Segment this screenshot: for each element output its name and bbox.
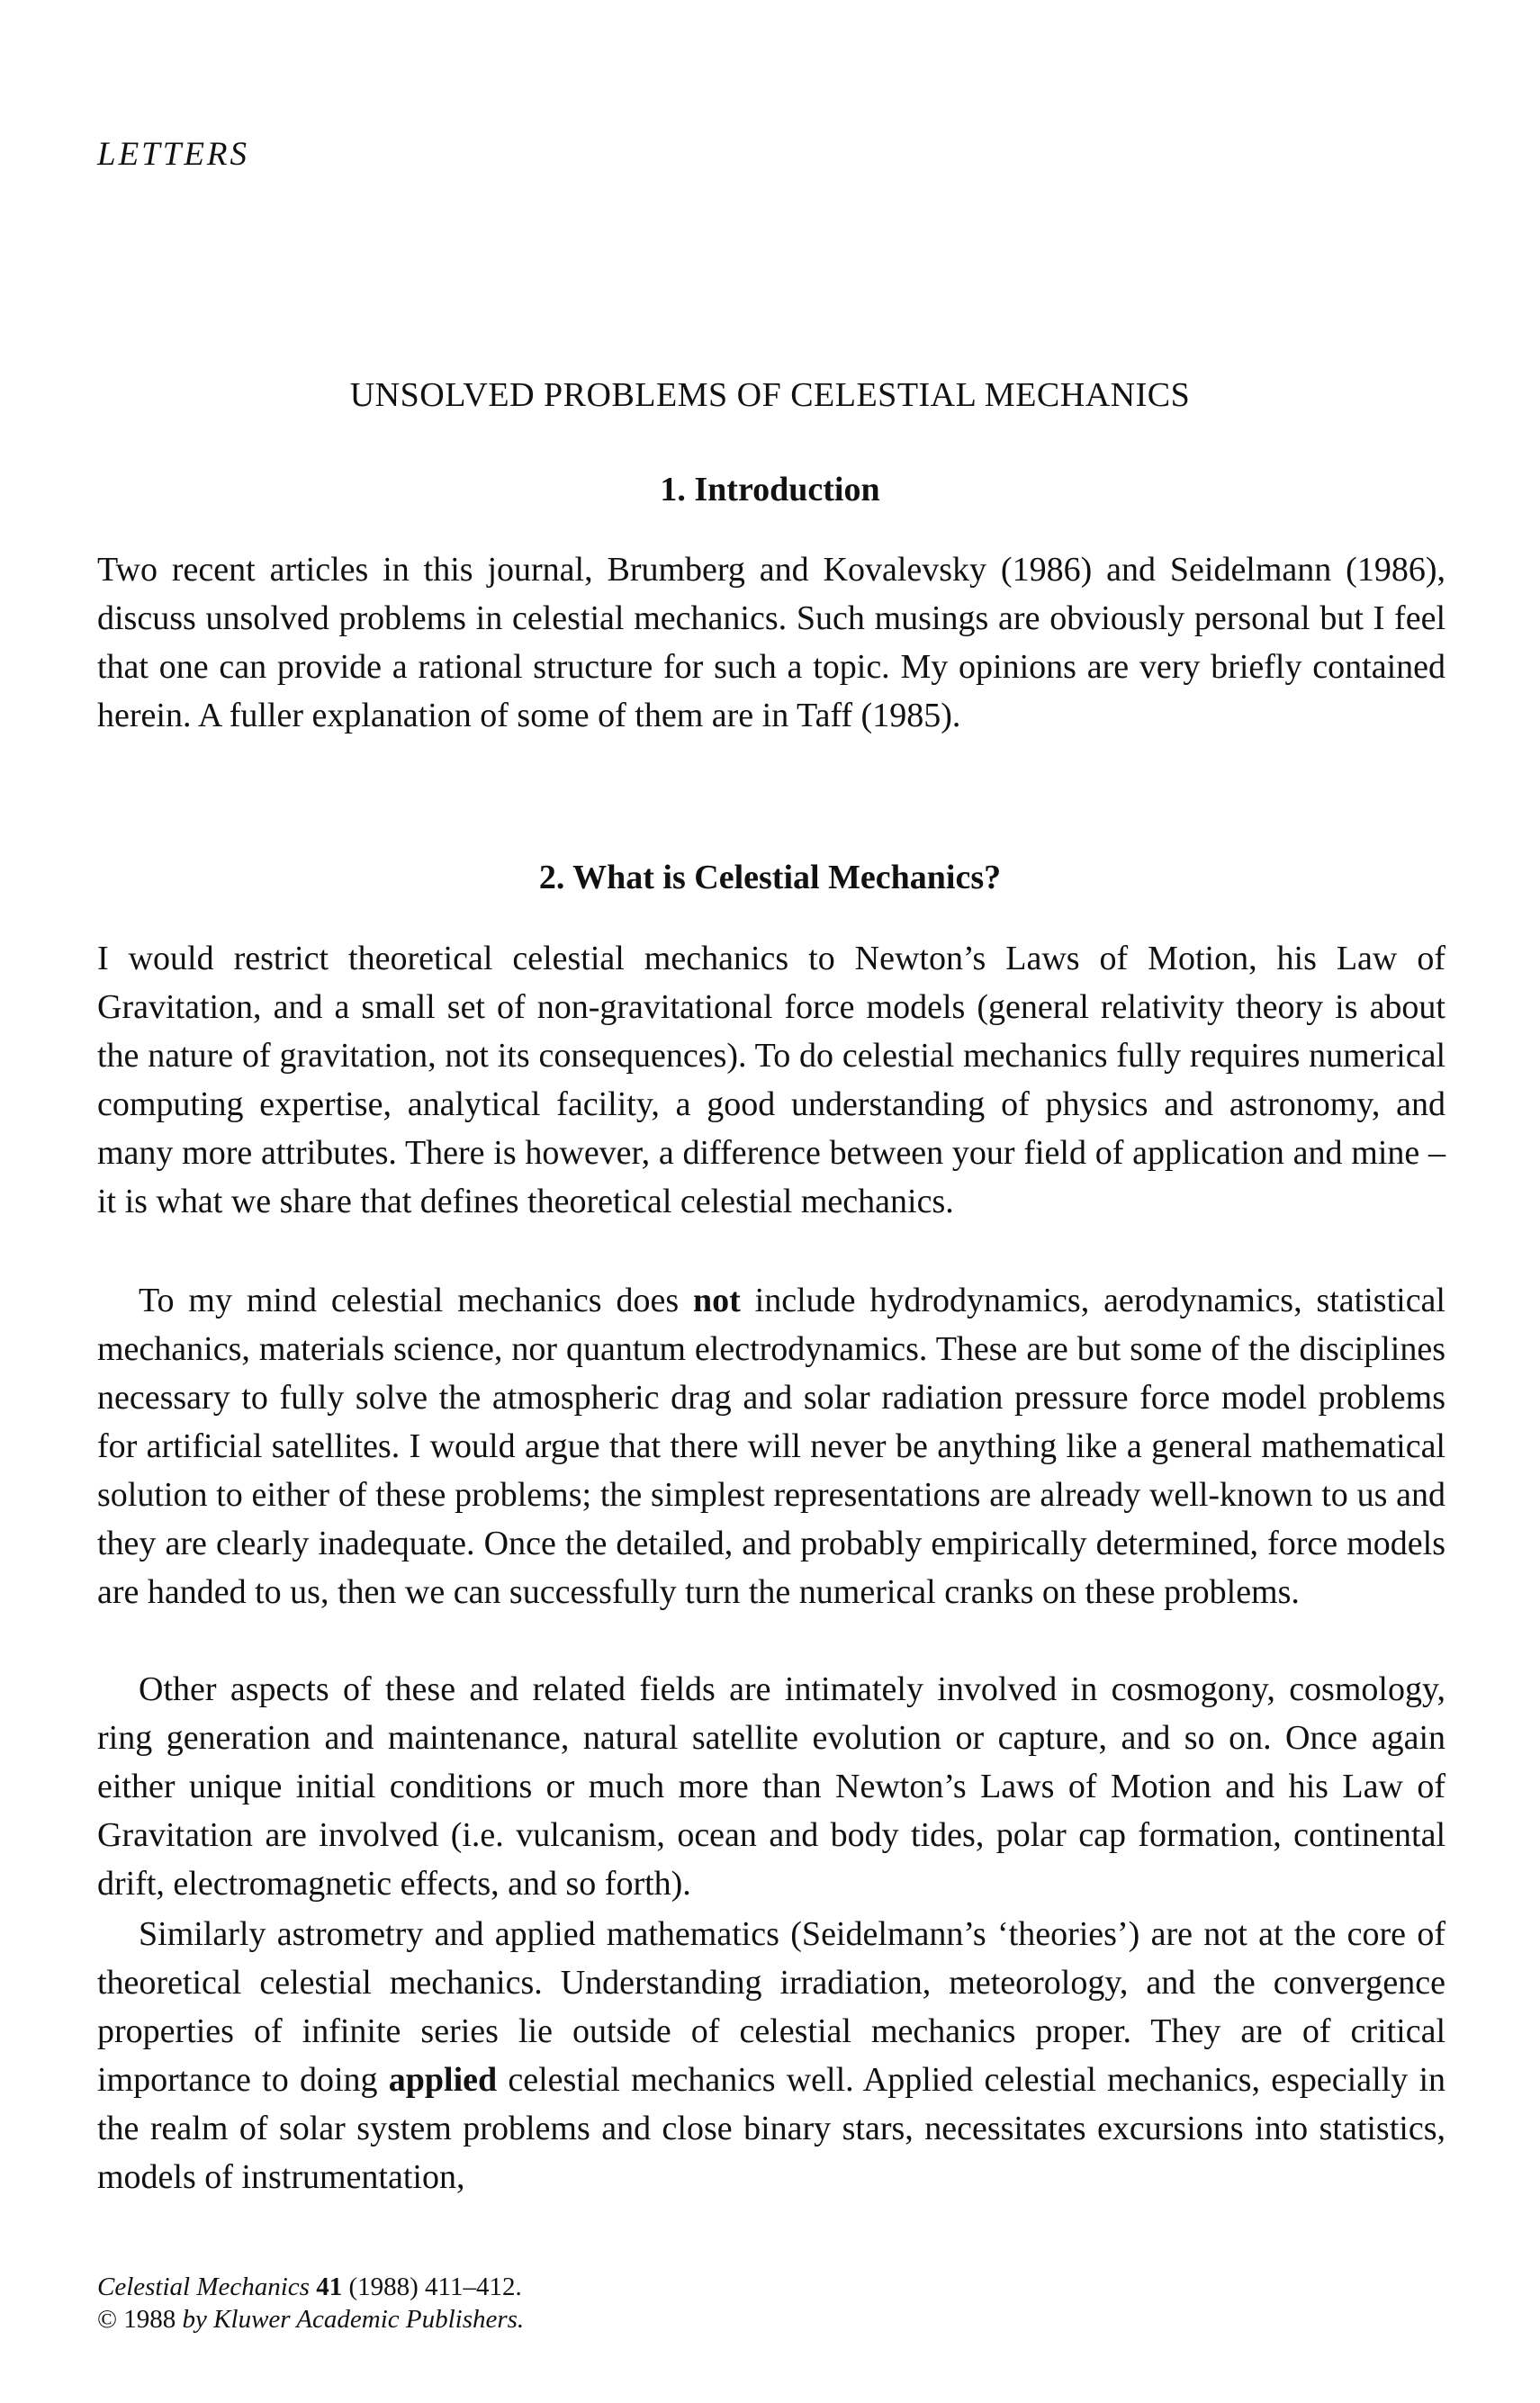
- citation-line: [97, 2271, 524, 2303]
- copyright-text: by Kluwer Academic Publishers.: [182, 2305, 525, 2334]
- paragraph-text-before: Similarly astrometry and applied mathematics (Seidelmann’s ‘theories’) are not at the core of theoretical celestial mechanics. Understanding irradiation, meteorology, and the convergence properties of infinite series lie outside of celestial mechanics proper. They are of critical importance to doing: [97, 1915, 1445, 2099]
- paragraph-restriction: I would restrict theoretical celestial mechanics to Newton’s Laws of Motion, his Law of Gravitation, and a small set of non-gravitational force models (general relativity theory is about the nature of gravitation, not its consequences). To do celestial mechanics fully requires numerical computing expertise, analytical facility, a good understanding of physics and astronomy, and many more attributes. There is however, a difference between your field of application and mine – it is what we share that defines theoretical celestial mechanics.: [97, 940, 1445, 1220]
- copyright-symbol: ©: [97, 2305, 118, 2334]
- page-footer: [97, 2271, 524, 2336]
- paragraph-text-before: To my mind celestial mechanics does: [139, 1282, 693, 1319]
- paragraph-text-after: celestial mechanics well. Applied celestial mechanics, especially in the realm of solar system problems and close binary stars, necessitates excursions into statistics, models of instrumentation,: [97, 2061, 1446, 2196]
- journal-name: Celestial Mechanics: [97, 2272, 310, 2301]
- section-label: LETTERS: [97, 136, 250, 173]
- emphasis-not: not: [693, 1282, 741, 1319]
- volume-number: 41: [316, 2272, 343, 2301]
- paragraph-exclusions: [97, 1276, 1445, 1616]
- citation-details: (1988) 411–412.: [348, 2272, 522, 2301]
- emphasis-applied: applied: [388, 2061, 498, 2099]
- copyright-line: [97, 2303, 524, 2336]
- section-heading-introduction: 1. Introduction: [660, 471, 880, 508]
- paragraph-introduction: Two recent articles in this journal, Brumberg and Kovalevsky (1986) and Seidelmann (1986), discuss unsolved problems in celestial mechanics. Such musings are obviously personal but I feel that one can provide a rational structure for such a topic. My opinions are very briefly contained herein. A fuller explanation of some of them are in Taff (1985).: [97, 551, 1445, 734]
- article-title: UNSOLVED PROBLEMS OF CELESTIAL MECHANICS: [349, 376, 1191, 414]
- paragraph-other-aspects: Other aspects of these and related fields are intimately involved in cosmogony, cosmology, ring generation and maintenance, natural satellite evolution or capture, and so on. Once again either unique initial conditions or much more than Newton’s Laws of Motion and his Law of Gravitation are involved (i.e. vulcanism, ocean and body tides, polar cap formation, continental drift, electromagnetic effects, and so forth).: [97, 1670, 1445, 1903]
- copyright-year: 1988: [123, 2305, 176, 2334]
- paragraph-astrometry: [97, 1910, 1445, 2201]
- paragraph-text-after: include hydrodynamics, aerodynamics, statistical mechanics, materials science, nor quantum electrodynamics. These are but some of the disciplines necessary to fully solve the atmospheric drag and solar radiation pressure force model problems for artificial satellites. I would argue that there will never be anything like a general mathematical solution to either of these problems; the simplest representations are already well-known to us and they are clearly inadequate. Once the detailed, and probably empirically determined, force models are handed to us, then we can successfully turn the numerical cranks on these problems.: [97, 1282, 1445, 1611]
- section-heading-what-is-celestial-mechanics: 2. What is Celestial Mechanics?: [538, 859, 1002, 896]
